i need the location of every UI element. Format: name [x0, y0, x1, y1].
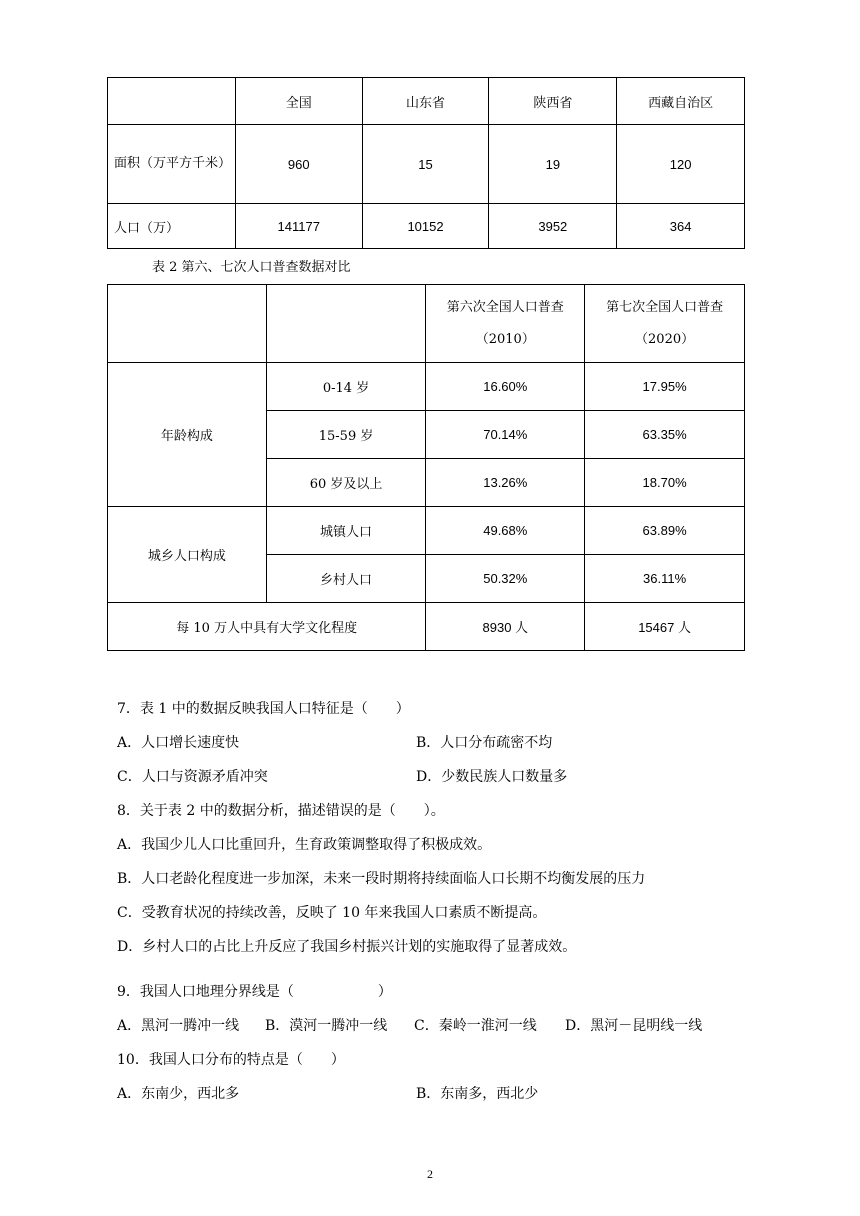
table-cell: 16.60%	[426, 363, 585, 411]
table-cell: 63.35%	[585, 411, 745, 459]
table-cell: 8930 人	[426, 603, 585, 651]
table-cell: 15	[362, 125, 489, 204]
row-label: 15-59 岁	[266, 411, 426, 459]
question-8-option-b[interactable]: B．人口老龄化程度进一步加深，未来一段时期将持续面临人口长期不均衡发展的压力	[117, 871, 646, 887]
question-9-stem: 9．我国人口地理分界线是（ ）	[117, 984, 392, 1000]
table-header-row	[108, 78, 745, 125]
table-cell: 19	[489, 125, 617, 204]
table-cell: 364	[617, 204, 745, 249]
table-row	[108, 603, 745, 651]
table-row	[108, 363, 745, 411]
question-7-option-d[interactable]: D．少数民族人口数量多	[416, 769, 568, 785]
table-cell: 17.95%	[585, 363, 745, 411]
table-row	[108, 125, 745, 204]
question-9-option-c[interactable]: C．秦岭一淮河一线	[414, 1018, 537, 1034]
table-cell: 49.68%	[426, 507, 585, 555]
table-header-cell: 西藏自治区	[617, 78, 745, 125]
table-cell: 63.89%	[585, 507, 745, 555]
table-cell: 18.70%	[585, 459, 745, 507]
row-label: 乡村人口	[266, 555, 426, 603]
table-2-caption: 表 2 第六、七次人口普查数据对比	[152, 260, 351, 275]
question-8-option-d[interactable]: D．乡村人口的占比上升反应了我国乡村振兴计划的实施取得了显著成效。	[117, 939, 577, 955]
question-10-option-b[interactable]: B．东南多，西北少	[416, 1086, 539, 1102]
table-cell: 36.11%	[585, 555, 745, 603]
table-cell	[108, 285, 267, 363]
question-7-option-b[interactable]: B．人口分布疏密不均	[416, 735, 553, 751]
table-header-cell: 全国	[235, 78, 362, 125]
table-row	[108, 507, 745, 555]
question-9-option-a[interactable]: A．黑河一腾冲一线	[117, 1018, 240, 1034]
table-cell	[108, 78, 236, 125]
table-cell: 3952	[489, 204, 617, 249]
table-1-area-population	[107, 77, 745, 249]
table-cell: 10152	[362, 204, 489, 249]
row-label: 面积（万平方千米）	[108, 125, 236, 204]
question-7-option-a[interactable]: A．人口增长速度快	[117, 735, 240, 751]
table-cell: 70.14%	[426, 411, 585, 459]
page-number: 2	[427, 1167, 433, 1181]
row-label: 每 10 万人中具有大学文化程度	[108, 603, 426, 651]
table-cell: 120	[617, 125, 745, 204]
table-cell: 141177	[235, 204, 362, 249]
row-label: 人口（万）	[108, 204, 236, 249]
table-header-cell: 第六次全国人口普查（2010）	[426, 285, 585, 363]
question-7-stem: 7．表 1 中的数据反映我国人口特征是（ ）	[117, 701, 410, 717]
table-header-cell: 山东省	[362, 78, 489, 125]
group-label: 城乡人口构成	[108, 507, 267, 603]
question-10-option-a[interactable]: A．东南少，西北多	[117, 1086, 240, 1102]
group-label: 年龄构成	[108, 363, 267, 507]
table-cell: 15467 人	[585, 603, 745, 651]
question-10-stem: 10．我国人口分布的特点是（ ）	[117, 1052, 345, 1068]
row-label: 60 岁及以上	[266, 459, 426, 507]
table-cell: 50.32%	[426, 555, 585, 603]
table-cell	[266, 285, 426, 363]
row-label: 0-14 岁	[266, 363, 426, 411]
table-cell: 960	[235, 125, 362, 204]
question-9-option-d[interactable]: D．黑河－昆明线一线	[565, 1018, 703, 1034]
table-2-census-comparison	[107, 284, 745, 651]
table-header-cell: 陕西省	[489, 78, 617, 125]
table-header-cell: 第七次全国人口普查（2020）	[585, 285, 745, 363]
question-8-option-a[interactable]: A．我国少儿人口比重回升，生育政策调整取得了积极成效。	[117, 837, 492, 853]
row-label: 城镇人口	[266, 507, 426, 555]
table-row	[108, 204, 745, 249]
question-9-option-b[interactable]: B．漠河一腾冲一线	[265, 1018, 388, 1034]
question-8-stem: 8．关于表 2 中的数据分析，描述错误的是（ ）。	[117, 803, 445, 819]
table-header-row	[108, 285, 745, 363]
question-8-option-c[interactable]: C．受教育状况的持续改善，反映了 10 年来我国人口素质不断提高。	[117, 905, 547, 921]
question-7-option-c[interactable]: C．人口与资源矛盾冲突	[117, 769, 268, 785]
table-cell: 13.26%	[426, 459, 585, 507]
